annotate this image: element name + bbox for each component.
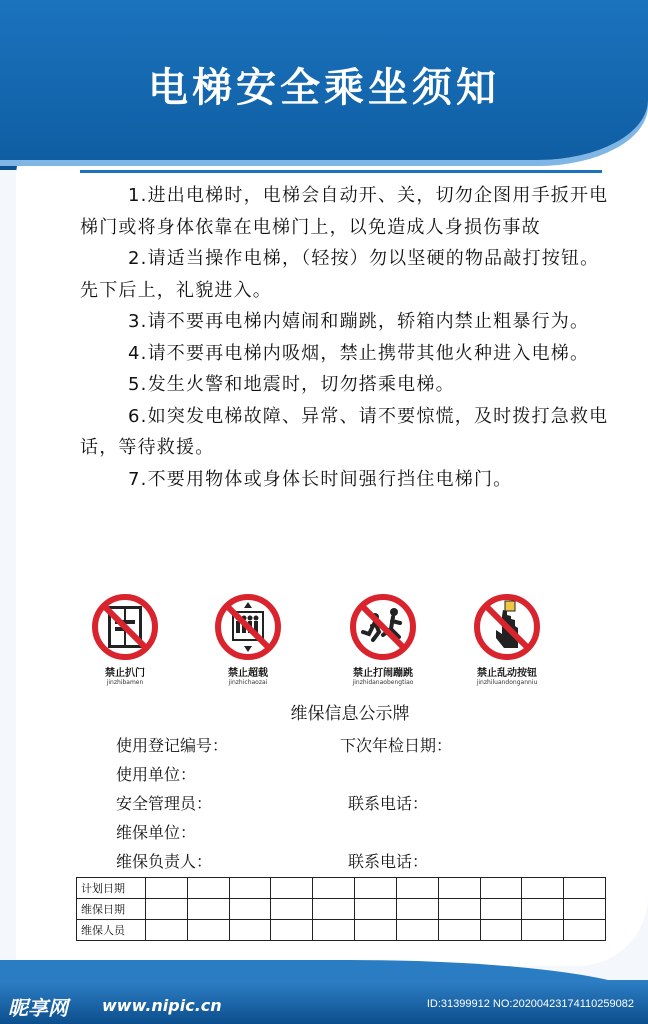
table-row [77,899,606,920]
sign-pinyin: jinzhidanaobengtiao [352,679,414,686]
sign-no-button-tampering [452,592,562,686]
sign-no-overload [193,592,303,686]
table-row [77,878,606,899]
sign-pinyin: jinzhibamen [106,679,144,686]
rule-item: 5.发生火警和地震时，切勿搭乘电梯。 [128,374,455,395]
title-divider [80,170,602,173]
sign-label: 禁止打闹蹦跳 [353,668,413,679]
row-header: 维保日期 [77,899,146,920]
sign-no-jumping [328,592,438,686]
maintenance-unit-label: 维保单位： [116,823,197,842]
page-title: 电梯安全乘坐须知 [148,65,500,111]
maintenance-person-label: 维保负责人： [116,852,213,871]
sign-label: 禁止扒门 [105,668,145,679]
row-header: 计划日期 [77,878,146,899]
row-header: 维保人员 [77,920,146,941]
sign-no-prying-door [70,592,180,686]
rule-item: 3.请不要再电梯内嬉闹和蹦跳，轿箱内禁止粗暴行为。 [128,311,590,332]
registration-number-label: 使用登记编号： [116,736,229,755]
no-overload-icon [213,592,283,662]
maintenance-record-table [76,877,606,941]
rule-item: 4.请不要再电梯内吸烟，禁止携带其他火种进入电梯。 [128,342,590,364]
no-prying-door-icon [90,592,160,662]
rule-item: 6.如突发电梯故障、异常、请不要惊慌，及时拨打急救电话，等待救援。 [80,405,609,458]
watermark-logo: 昵享网 [8,996,68,1020]
table-row [77,920,606,941]
user-unit-label: 使用单位： [116,765,197,784]
rule-item: 2.请适当操作电梯，（轻按）勿以坚硬的物品敲打按钮。先下后上，礼貌进入。 [80,248,600,301]
watermark-url: www.nipic.cn [102,996,222,1015]
sign-pinyin: jinzhiluandonganniu [476,679,538,686]
contact-phone-label: 联系电话： [348,794,429,813]
sign-label: 禁止超载 [228,668,268,679]
safety-manager-label: 安全管理员： [116,794,213,813]
rules-list [80,180,610,495]
contact-phone-label: 联系电话： [348,852,429,871]
sign-pinyin: jinzhichaozai [228,679,268,686]
sign-label: 禁止乱动按钮 [477,668,537,679]
no-button-tampering-icon [472,592,542,662]
next-inspection-label: 下次年检日期： [340,736,453,755]
no-jumping-icon [348,592,418,662]
rule-item: 7.不要用物体或身体长时间强行挡住电梯门。 [128,468,513,490]
watermark-id: ID:31399912 NO:20200423174110259082 [426,998,634,1010]
prohibition-signs [100,592,590,692]
rule-item: 1.进出电梯时，电梯会自动开、关，切勿企图用手扳开电梯门或将身体依靠在电梯门上，以免造成人身损伤事故 [80,185,609,238]
maintenance-board-title: 维保信息公示牌 [290,704,410,724]
